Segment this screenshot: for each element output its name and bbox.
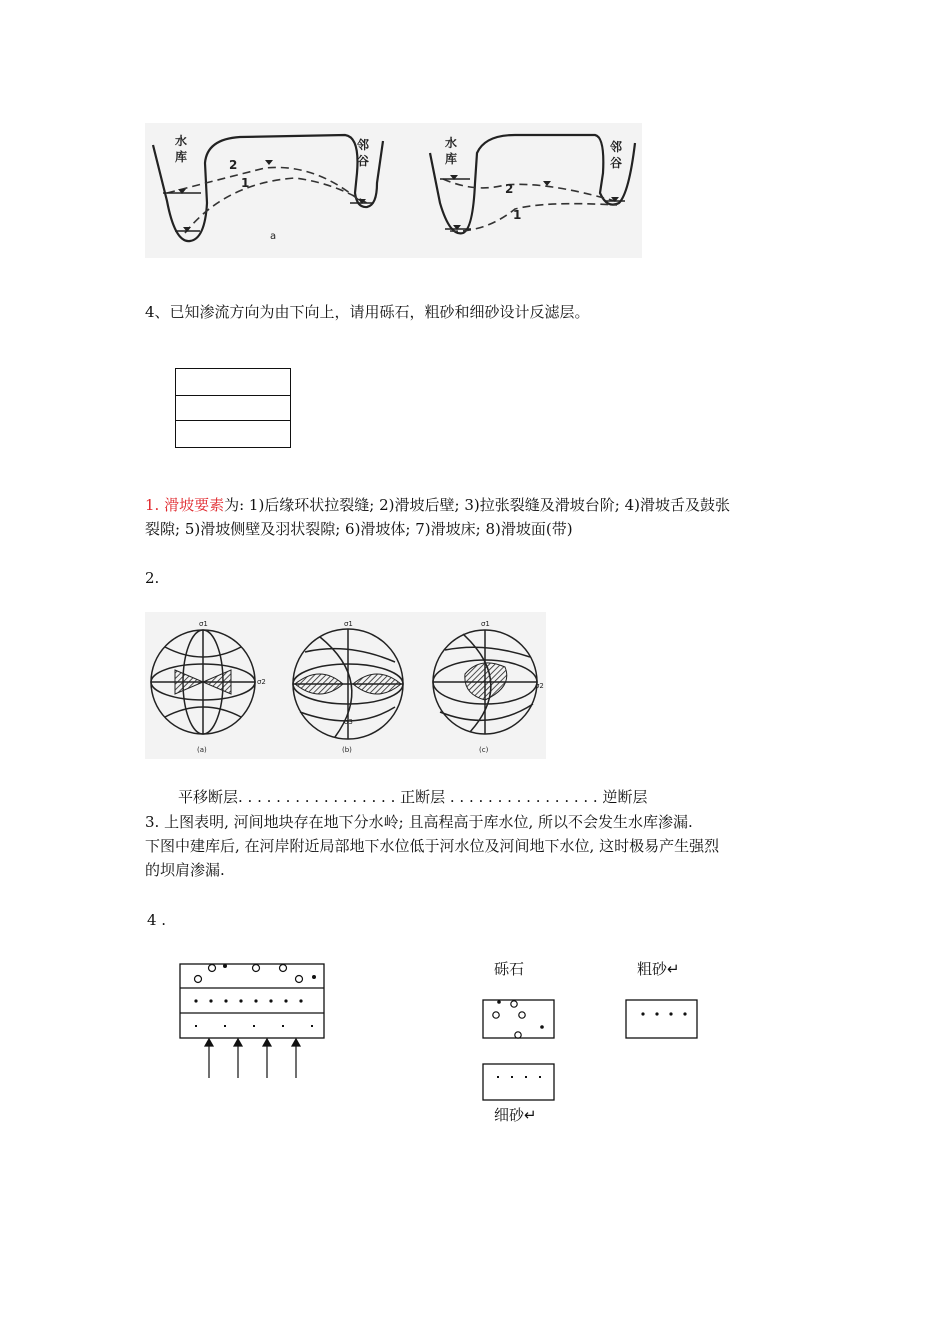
gravel-swatch <box>482 999 555 1039</box>
panel-mark-a: a <box>270 231 277 242</box>
valley-label-left: 邻 <box>357 138 370 152</box>
answer-3-line-3: 的坝肩渗漏. <box>145 861 225 879</box>
reservoir-seepage-diagram <box>145 123 642 258</box>
reservoir-seepage-figure <box>145 123 642 258</box>
sigma-label-b-top: σ1 <box>344 620 353 628</box>
filter-layer-diagram <box>178 962 328 1080</box>
answer-1-line-2: 裂隙; 5)滑坡侧壁及羽状裂隙; 6)滑坡体; 7)滑坡床; 8)滑坡面(带) <box>145 520 573 538</box>
reservoir-label-right: 水 <box>445 136 458 150</box>
sigma-label-c-right: σ2 <box>535 682 544 690</box>
answer-4-number: 4 . <box>147 911 167 929</box>
coarse-sand-swatch <box>625 999 698 1039</box>
sigma-label-c-top: σ1 <box>481 620 490 628</box>
question-4-text: 4、已知渗流方向为由下向上，请用砾石，粗砂和细砂设计反滤层。 <box>145 303 590 321</box>
legend-coarse-sand-box <box>625 999 698 1039</box>
answer-3-line-2: 下图中建库后, 在河岸附近局部地下水位低于河水位及河间地下水位, 这时极易产生强烈 <box>145 837 720 855</box>
fault-type-labels: 平移断层. . . . . . . . . . . . . . . . . 正断层 . . . . . . . . . . . . . . . . 逆断层 <box>178 788 648 806</box>
blank-layer-bottom <box>176 421 290 446</box>
legend-fine-sand-box <box>482 1063 555 1101</box>
stress-sphere-figure <box>145 612 546 759</box>
legend-fine-sand-label: 细砂↵ <box>494 1106 537 1124</box>
blank-layer-middle <box>176 396 290 421</box>
valley-label-left-2: 谷 <box>357 154 370 168</box>
valley-label-right-2: 谷 <box>610 156 623 170</box>
caption-c: (c) <box>479 746 489 754</box>
legend-gravel-label: 砾石 <box>494 960 525 978</box>
curve-label-right-1: 1 <box>513 208 522 222</box>
reservoir-label-left-2: 库 <box>175 150 188 164</box>
reservoir-label-left: 水 <box>175 134 188 148</box>
fine-sand-swatch <box>482 1063 555 1101</box>
caption-a: (a) <box>197 746 207 754</box>
legend-coarse-sand-label: 粗砂↵ <box>637 960 680 978</box>
answer-2-number: 2. <box>145 569 160 587</box>
answer-3-line-1: 3. 上图表明, 河间地块存在地下分水岭; 且高程高于库水位, 所以不会发生水库渗漏. <box>145 813 693 831</box>
curve-label-right-2: 2 <box>505 182 514 196</box>
sigma-label-b-bottom: σ3 <box>344 718 353 726</box>
stress-sphere-diagram <box>145 612 546 759</box>
sigma-label-a-top: σ1 <box>199 620 208 628</box>
sigma-label-a-right: σ2 <box>257 678 266 686</box>
filter-layer-blank-box <box>175 368 291 448</box>
reservoir-label-right-2: 库 <box>445 152 458 166</box>
answer-1-heading: 1. 滑坡要素 <box>145 496 225 514</box>
curve-label-left-1: 1 <box>241 176 250 190</box>
curve-label-left-2: 2 <box>229 158 238 172</box>
answer-1-line-1 <box>145 493 730 517</box>
filter-layer-answer <box>178 962 328 1080</box>
blank-layer-top <box>176 369 290 396</box>
answer-1-rest: 为: 1)后缘环状拉裂缝; 2)滑坡后壁; 3)拉张裂缝及滑坡台阶; 4)滑坡舌及鼓张 <box>224 496 730 514</box>
legend-gravel-box <box>482 999 555 1039</box>
valley-label-right: 邻 <box>610 140 623 154</box>
caption-b: (b) <box>342 746 352 754</box>
